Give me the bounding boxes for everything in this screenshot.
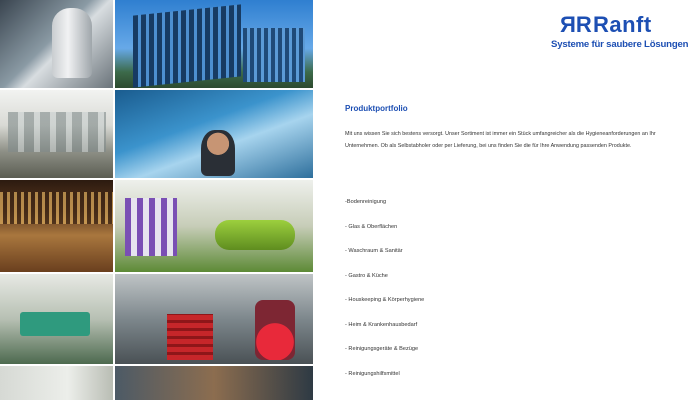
photo-hospital-room (0, 274, 113, 364)
list-item: - Gastro & Küche (345, 272, 388, 279)
list-item: -Bodenreinigung (345, 199, 387, 205)
section-heading: Produktportfolio (345, 104, 408, 113)
list-item: - Glas & Oberflächen (345, 223, 398, 230)
photo-mosaic (0, 0, 313, 400)
photo-washroom (115, 180, 313, 272)
list-item: - Waschraum & Sanitär (345, 248, 403, 254)
company-logo (551, 12, 689, 54)
list-item: - Houskeeping & Körperhygiene (345, 297, 425, 303)
logo-mark (561, 12, 591, 38)
logo-mark-letter: R (575, 12, 591, 37)
list-item: - Reinigungshilfsmittel (345, 370, 400, 377)
photo-bottom-left (0, 366, 113, 400)
logo-name: Ranft (593, 12, 652, 37)
product-list (345, 196, 424, 392)
list-item: - Heim & Krankenhausbedarf (345, 321, 418, 328)
logo-mark-reversed: R (561, 12, 576, 37)
intro-paragraph: Mit uns wissen Sie sich bestens versorgt. Unser Sortiment ist immer ein Stück umfangreicher als die Hygieneanforderungen an Ihr Unternehmen. Ob als Selbstabholer oder per Lieferung, bei uns finden Sie die für Ihre Anwendung passenden Produkte. (345, 131, 656, 149)
photo-office-building (115, 0, 313, 88)
photo-window-cleaner (115, 90, 313, 178)
photo-cleaning-equipment (0, 0, 113, 88)
photo-lobby (0, 90, 113, 178)
photo-bottom-right (115, 366, 313, 400)
photo-industrial-kitchen (115, 274, 313, 364)
logo-tagline: Systeme für saubere Lösungen (551, 39, 689, 50)
list-item: - Reinigungsgeräte & Bezüge (345, 346, 419, 352)
photo-bar (0, 180, 113, 272)
